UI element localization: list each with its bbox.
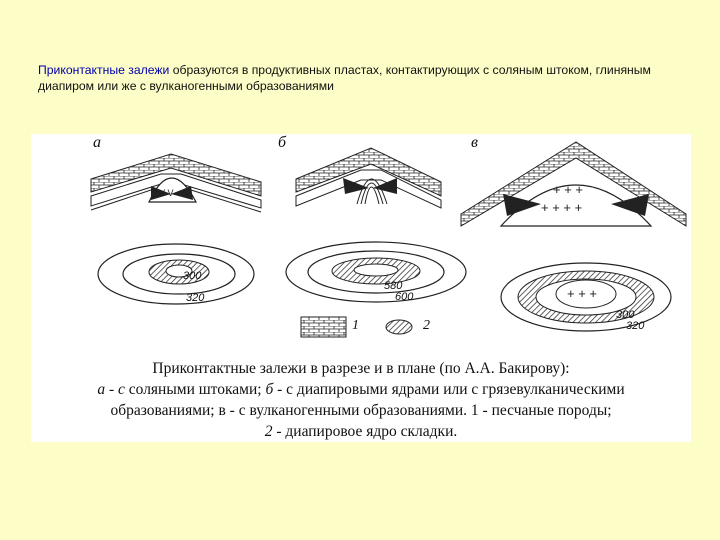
intro-term: Приконтактные залежи xyxy=(38,63,170,77)
contour-label-a-2: 320 xyxy=(186,292,205,304)
plan-b xyxy=(286,242,466,302)
caption-l4-a: 2 xyxy=(264,423,273,440)
panel-label-a: а xyxy=(93,134,101,151)
caption-l2-a: а - с xyxy=(97,381,125,398)
caption-line-1: Приконтактные залежи в разрезе и в плане (по А.А. Бакирову): xyxy=(152,360,570,377)
caption-l2-c: б xyxy=(265,381,274,398)
legend-core-swatch xyxy=(386,320,412,334)
intro-rest: образуются в продуктивных пластах, контактирующих с соляным штоком, глиняным диапиром или же с вулканогенными образованиями xyxy=(38,63,651,93)
legend-label-1: 1 xyxy=(352,318,359,333)
svg-text:+ + +: + + + xyxy=(567,286,597,301)
panel-label-b: б xyxy=(278,134,287,151)
contour-label-b-1: 580 xyxy=(384,280,403,292)
caption-l2-b: соляными штоками; xyxy=(124,381,266,398)
svg-text:V V: V V xyxy=(159,188,174,198)
caption-l2-d: - с диапировыми ядрами или с грязевулканическими xyxy=(273,381,625,398)
svg-text:+ + + +: + + + + xyxy=(541,200,583,215)
panel-label-c: в xyxy=(471,134,478,151)
caption-line-2 xyxy=(31,381,691,399)
figure xyxy=(31,134,691,442)
contour-label-c-2: 320 xyxy=(626,320,645,332)
contour-label-a-1: 300 xyxy=(183,270,202,282)
contour-label-b-2: 600 xyxy=(395,291,414,303)
section-a xyxy=(91,154,261,212)
legend-label-2: 2 xyxy=(423,318,430,333)
svg-text:+ + +: + + + xyxy=(553,182,583,197)
caption-line-3: образованиями; в - с вулканогенными образованиями. 1 - песчаные породы; xyxy=(110,402,612,419)
section-c xyxy=(461,142,686,226)
caption-l4-b: - диапировое ядро складки. xyxy=(272,423,458,440)
plan-a xyxy=(98,244,254,304)
plan-c xyxy=(501,263,671,331)
contour-label-c-1: 300 xyxy=(616,309,635,321)
section-b xyxy=(296,148,441,208)
intro-text xyxy=(38,62,698,94)
legend-sand-swatch xyxy=(301,317,346,337)
caption-line-4 xyxy=(31,423,691,441)
